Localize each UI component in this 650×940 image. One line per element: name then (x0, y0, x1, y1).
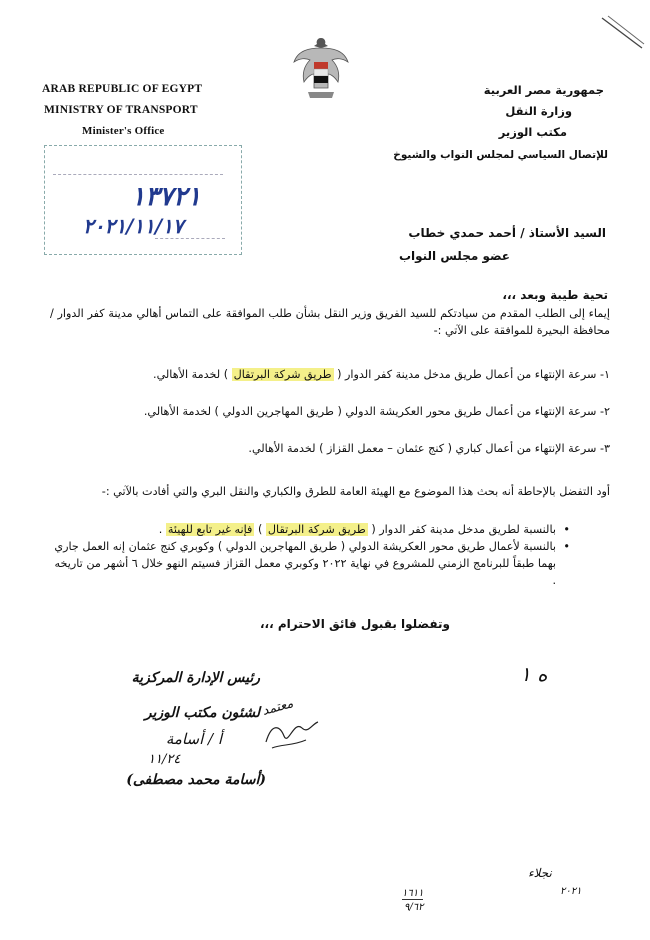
recipient-name: السيد الأستاذ / أحمد حمدي خطاب (408, 226, 606, 240)
header-ar-office: مكتب الوزير (498, 125, 567, 139)
handwritten-date: ١١/٢٤ (148, 752, 181, 767)
file-ref-2: ٩/٦٢ (404, 902, 424, 913)
request-text: سرعة الإنتهاء من أعمال طريق مدخل مدينة كفر الدوار ( (337, 368, 597, 381)
margin-mark-top: ه ١ (520, 662, 548, 686)
highlighted-text: طريق شركة البرتقال (233, 368, 332, 381)
reply-item-2 (50, 538, 570, 589)
header-ar-ministry: وزارة النقل (505, 104, 572, 118)
request-item-1 (82, 366, 610, 383)
stamp-number: ١٣٧٢١ (131, 182, 201, 212)
eagle-emblem-icon (290, 32, 352, 102)
stamp-inner-lines (53, 154, 223, 175)
header-ar-dept: للإتصال السياسي لمجلس النواب والشيوخ (393, 149, 608, 161)
signature-scribble-icon (262, 712, 322, 752)
request-text-end: ) لخدمة الأهالي. (153, 368, 229, 381)
reply-item-1 (50, 521, 570, 538)
request-item-2 (82, 403, 610, 420)
reply-text: بالنسبة لأعمال طريق محور العكريشة الدولي ( طريق المهاجرين الدولي ) وكوبري كنج عثمان إنه العمل جاري بهما طبقاً للبرنامج الزمني للمشروع في نهاية ٢٠٢٢ وكوبري معمل القزاز فسيتم النهو خلال ٦ أشهر من تاريخه . (54, 540, 556, 587)
highlighted-text: طريق شركة البرتقال (267, 523, 366, 536)
header-ar-country: جمهورية مصر العربية (483, 83, 604, 97)
signature-title-line-1: رئيس الإدارة المركزية (131, 670, 260, 686)
request-text: سرعة الإنتهاء من أعمال كباري ( كنج عثمان – معمل القزاز ) لخدمة الأهالي. (248, 442, 597, 455)
request-number: ٣- (599, 442, 610, 455)
side-note: معتمد (260, 696, 295, 719)
header-en-ministry: MINISTRY OF TRANSPORT (44, 104, 198, 116)
recipient-title: عضو مجلس النواب (398, 249, 510, 263)
header-en-country: ARAB REPUBLIC OF EGYPT (42, 83, 203, 95)
reply-list (50, 521, 570, 589)
request-number: ١- (599, 368, 610, 381)
margin-name-bottom: نجلاء (528, 866, 552, 880)
handwritten-signature: أ / أسامة (165, 730, 222, 748)
request-text: سرعة الإنتهاء من أعمال طريق محور العكريشة الدولي ( طريق المهاجرين الدولي ) لخدمة الأهالي. (143, 405, 597, 418)
header-en-office: Minister's Office (82, 125, 165, 137)
intro-paragraph: إيماء إلى الطلب المقدم من سيادتكم للسيد الفريق وزير النقل بشأن طلب الموافقة على التماس أهالي مدينة كفر الدوار / محافظة البحيرة للموافقة على الآتي :- (50, 307, 610, 337)
pen-mark-icon (598, 14, 646, 54)
stamp-bottom-line (155, 238, 225, 239)
stamp-date: ٢٠٢١/١١/١٧ (83, 214, 184, 238)
signature-title-line-2: لشئون مكتب الوزير (144, 705, 260, 721)
reply-text: بالنسبة لطريق مدخل مدينة كفر الدوار ( (371, 523, 556, 536)
closing-line: وتفضلوا بقبول فائق الاحترام ،،، (260, 617, 450, 631)
reply-text-mid: ) (257, 523, 263, 536)
request-number: ٢- (599, 405, 610, 418)
signature-name: (أسامة محمد مصطفى) (126, 772, 266, 788)
greeting: تحية طيبة وبعد ،،، (502, 288, 608, 302)
request-item-3 (82, 440, 610, 457)
highlighted-text-2: فإنه غير تابع للهيئة (167, 523, 253, 536)
reply-intro-paragraph: أود التفضل بالإحاطة أنه بحث هذا الموضوع مع الهيئة العامة للطرق والكباري والنقل البري والتي أفادت بالآتي :- (101, 485, 610, 498)
file-ref-1: ١٦١١ (402, 888, 424, 899)
reply-text-end: . (158, 523, 163, 536)
incoming-stamp (44, 145, 242, 255)
margin-year-bottom: ٢٠٢١ (560, 886, 582, 897)
